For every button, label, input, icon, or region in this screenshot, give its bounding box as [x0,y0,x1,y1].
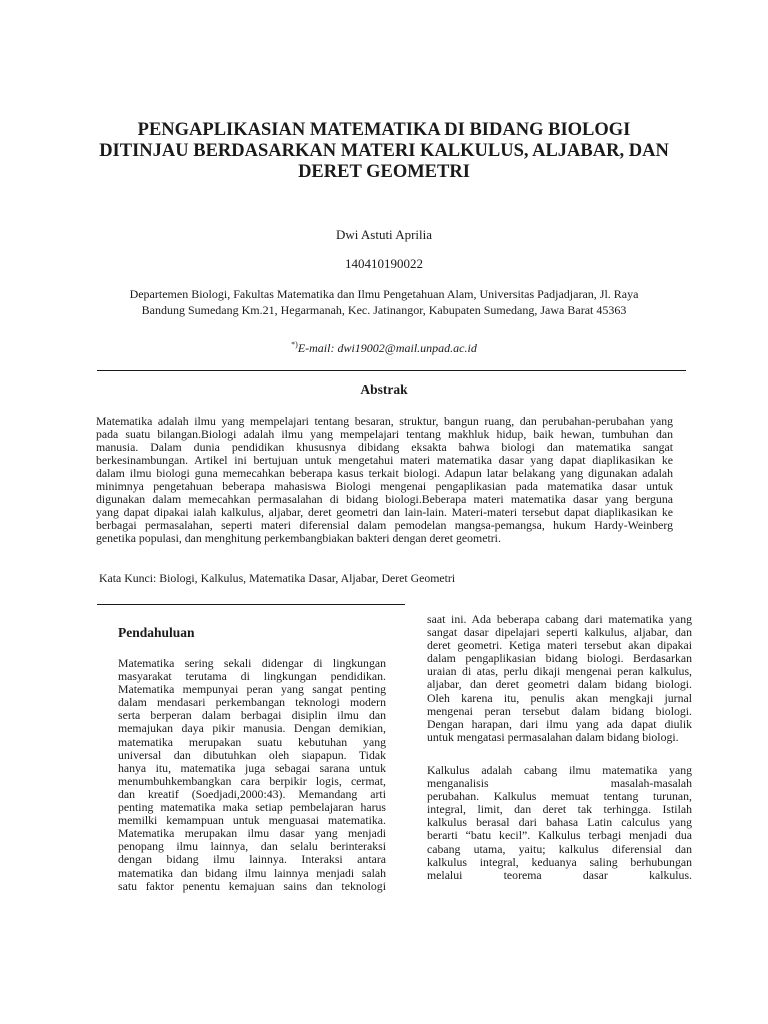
introduction-heading: Pendahuluan [118,625,195,640]
title-line-2: DITINJAU BERDASARKAN MATERI KALKULUS, ALJABAR, DAN [99,141,669,161]
text-line: matematika dan bidang ilmu lainnya menjadi salah [118,866,386,880]
header-divider [97,370,686,371]
text-line: Matematika mempunyai peran yang sangat penting [118,683,386,697]
text-line: integral, limit, dan deret tak terhingga. Istilah [427,803,692,817]
text-line: Oleh karena itu, penulis akan mengkaji jurnal [427,691,692,705]
title-line-3: DERET GEOMETRI [298,162,470,182]
text-line: cabang utama, yaitu; kalkulus diferensial dan [427,842,692,856]
text-line: penopang ilmu lainnya, dan selalu berinteraksi [118,840,386,854]
abstract-body [96,415,673,545]
text-line: minimnya pengetahuan beberapa mahasiswa Biologi mengenai pengaplikasian pada matematika dasar untuk [96,480,673,493]
text-line: deret geometri. Ketiga materi tersebut akan dipakai [427,639,692,653]
text-line: pada suatu bilangan.Biologi adalah ilmu yang mempelajari tentang makhluk hidup, baik hewan, tumbuhan dan [96,428,673,441]
affiliation [100,286,668,318]
text-line: hanya itu, matematika juga sebagai sarana untuk [118,761,386,775]
text-line: perubahan. Kalkulus memuat tentang turunan, [427,790,692,804]
text-line: aljabar, dan deret geometri dalam bidang biologi. [427,678,692,692]
text-line: Matematika sering sekali didengar di lingkungan [118,657,386,670]
text-line: untuk mengatasi permasalahan dalam bidang biologi. [427,730,679,744]
text-line: kalkulus berasal dari bahasa Latin calculus yang [427,816,692,830]
text-line: berbagai permasalahan, seperti materi diferensial dalam pemodelan mangsa-pemangsa, hukum Hardy-Weinberg [96,519,673,532]
text-line: matematika merupakan suatu kebutuhan yang [118,735,386,749]
text-line: mengenai peran tersebut dalam bidang biologi. [427,704,692,718]
author-name: Dwi Astuti Aprilia [335,227,433,242]
text-line: melalui teorema dasar kalkulus. [427,868,692,882]
text-line: memajukan daya pikir manusia. Dengan demikian, [118,722,386,736]
paper-title [60,120,708,183]
text-line: menumbuhkembangkan cara berpikir logis, cermat, [118,774,386,788]
text-line: Matematika adalah ilmu yang mempelajari tentang besaran, struktur, bangun ruang, dan perubahan-perubahan yang [96,415,673,428]
text-line: digunakan dalam memecahkan permasalahan di bidang biologi.Beberapa materi matematika dasar yang berguna [96,493,673,506]
author-email [0,340,768,356]
keywords: Kata Kunci: Biologi, Kalkulus, Matematika Dasar, Aljabar, Deret Geometri [99,571,456,585]
email-marker: *) [291,340,298,349]
introduction-right-column-para-1 [427,613,692,744]
text-line: genetika populasi, dan menghitung perkembangbiakan bakteri dengan deret geometri. [96,532,501,545]
text-line: sangat dasar dipelajari seperti kalkulus, aljabar, dan [427,626,692,640]
affiliation-line-2: Bandung Sumedang Km.21, Hegarmanah, Kec. Jatinangor, Kabupaten Sumedang, Jawa Barat 45363 [141,303,627,317]
text-line: dalam mendasari perkembangan teknologi modern [118,696,386,710]
text-line: Matematika merupakan ilmu dasar yang menjadi [118,827,386,841]
text-line: Dengan harapan, dari ilmu yang ada dapat diulik [427,717,692,731]
text-line: berarti “batu kecil”. Kalkulus terbagi menjadi dua [427,829,692,843]
email-text: E-mail: dwi19002@mail.unpad.ac.id [297,341,477,355]
text-line: satu faktor penentu kemajuan sains dan teknologi [118,879,386,893]
abstract-heading: Abstrak [360,382,408,397]
text-line: masyarakat terutama di lingkungan pendidikan. [118,670,386,684]
text-line: dalam ilmu biologi guna memecahkan beberapa kasus terkait biologi. Adapun latar belakang yang digunakan adalah [96,467,673,480]
text-line: dengan bidang ilmu lainnya. Interaksi antara [118,853,386,867]
introduction-right-column-para-2 [427,764,692,882]
title-line-1: PENGAPLIKASIAN MATEMATIKA DI BIDANG BIOLOGI [137,120,631,140]
text-line: kalkulus integral, keduanya saling berhubungan [427,855,692,869]
text-line: universal dan dibutuhkan oleh siapapun. Tidak [118,748,386,762]
student-id: 140410190022 [345,256,423,271]
text-line: berkesinambungan. Artikel ini bertujuan untuk mengetahui materi matematika dasar yang dapat diaplikasikan ke [96,454,673,467]
text-line: penting matematika maka setiap pembelajaran harus [118,801,386,815]
text-line: uraian di atas, perlu dikaji mengenai peran kalkulus, [427,665,692,679]
column-divider [97,604,405,605]
text-line: menganalisis masalah-masalah [427,777,692,791]
text-line: manusia. Dalam dunia pendidikan khususnya dibidang eksakta bahwa biologi dan matematika sangat [96,441,673,454]
text-line: Kalkulus adalah cabang ilmu matematika yang [427,764,692,777]
text-line: memilki kemampuan untuk menguasai matematika. [118,814,386,828]
text-line: saat ini. Ada beberapa cabang dari matematika yang [427,613,692,626]
affiliation-line-1: Departemen Biologi, Fakultas Matematika dan Ilmu Pengetahuan Alam, Universitas Padjadjaran, Jl. Raya [129,287,639,301]
text-line: yang dapat dipakai ialah kalkulus, aljabar, deret geometri dan lain-lain. Materi-materi tersebut dapat diaplikasikan ke [96,506,673,519]
text-line: serta berperan dalam berbagai disiplin ilmu dan [118,709,386,723]
text-line: dan kreatif (Soedjadi,2000:43). Memandang arti [118,787,386,801]
introduction-left-column [118,657,386,893]
text-line: dalam pengaplikasian bidang biologi. Berdasarkan [427,652,692,666]
